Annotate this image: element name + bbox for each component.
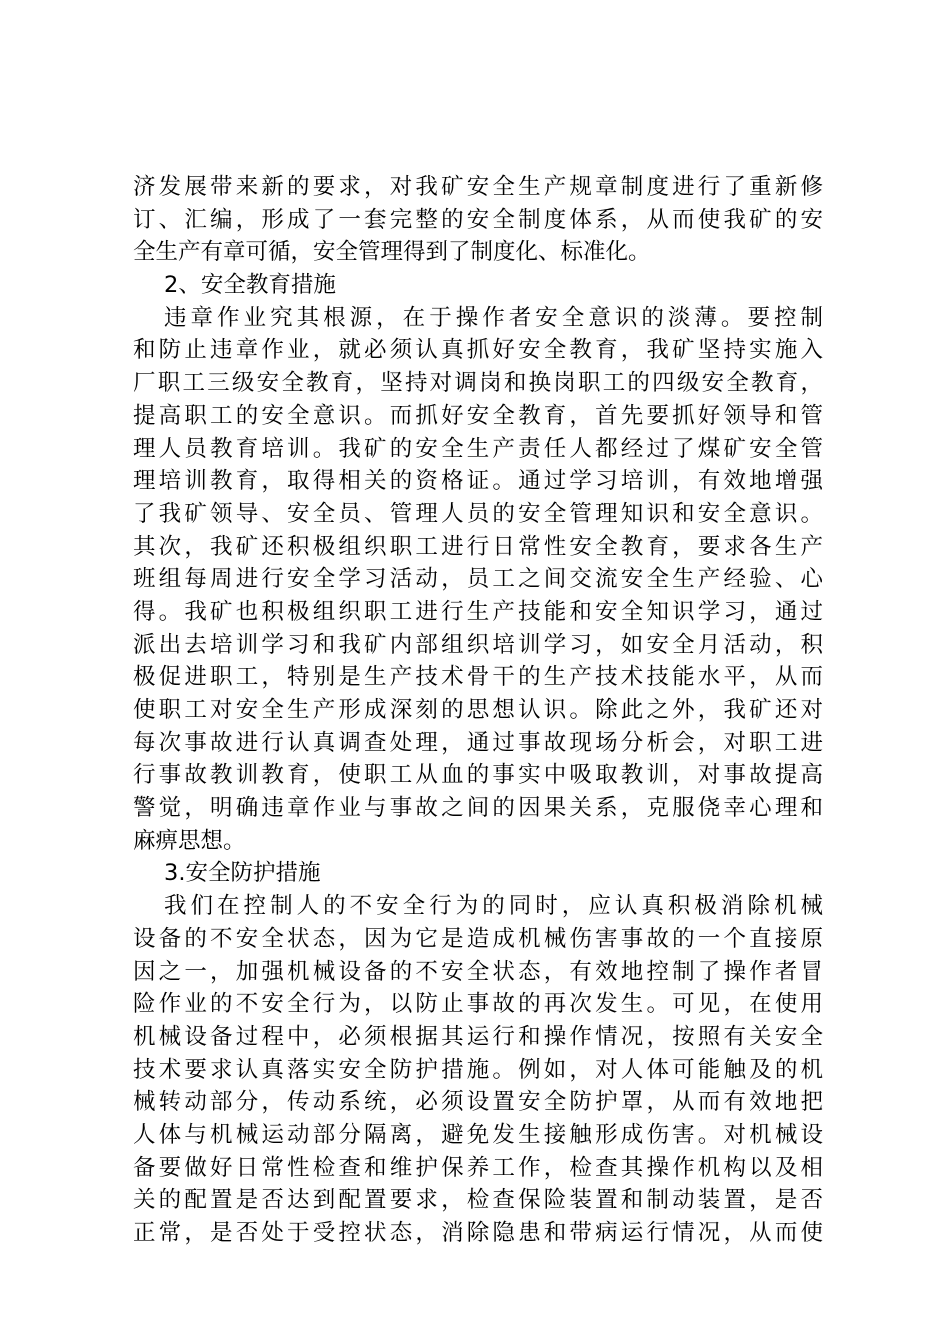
text-line: 麻痹思想。: [133, 827, 246, 854]
text-line: 技术要求认真落实安全防护措施。例如，对人体可能触及的机: [133, 1056, 823, 1083]
text-line: 违章作业究其根源，在于操作者安全意识的淡薄。要控制: [164, 304, 823, 331]
text-line: 班组每周进行安全学习活动，员工之间交流安全生产经验、心: [133, 566, 823, 593]
text-line: 因之一，加强机械设备的不安全状态，有效地控制了操作者冒: [133, 958, 823, 985]
text-line: 险作业的不安全行为，以防止事故的再次发生。可见，在使用: [133, 991, 823, 1018]
document-body: [133, 171, 823, 1250]
text-line: 备要做好日常性检查和维护保养工作，检查其操作机构以及相: [133, 1154, 823, 1181]
text-line: 人体与机械运动部分隔离，避免发生接触形成伤害。对机械设: [133, 1121, 823, 1148]
text-line: 厂职工三级安全教育，坚持对调岗和换岗职工的四级安全教育，: [133, 370, 823, 397]
text-line: 我们在控制人的不安全行为的同时，应认真积极消除机械: [164, 893, 823, 920]
text-line: 极促进职工，特别是生产技术骨干的生产技术技能水平，从而: [133, 664, 823, 691]
text-line: 警觉，明确违章作业与事故之间的因果关系，克服侥幸心理和: [133, 795, 823, 822]
text-line: 提高职工的安全意识。而抓好安全教育，首先要抓好领导和管: [133, 402, 823, 429]
text-line: 机械设备过程中，必须根据其运行和操作情况，按照有关安全: [133, 1023, 823, 1050]
text-line: 其次，我矿还积极组织职工进行日常性安全教育，要求各生产: [133, 533, 823, 560]
text-line: 关的配置是否达到配置要求，检查保险装置和制动装置，是否: [133, 1187, 823, 1214]
text-line: 设备的不安全状态，因为它是造成机械伤害事故的一个直接原: [133, 925, 823, 952]
text-line: 派出去培训学习和我矿内部组织培训学习，如安全月活动，积: [133, 631, 823, 658]
text-line: 济发展带来新的要求，对我矿安全生产规章制度进行了重新修: [133, 174, 823, 200]
text-line: 理培训教育，取得相关的资格证。通过学习培训，有效地增强: [133, 468, 823, 495]
text-line: 使职工对安全生产形成深刻的思想认识。除此之外，我矿还对: [133, 697, 823, 723]
text-line: 3.安全防护措施: [164, 860, 321, 887]
text-line: 械转动部分，传动系统，必须设置安全防护罩，从而有效地把: [133, 1089, 823, 1116]
text-line: 正常，是否处于受控状态，消除隐患和带病运行情况，从而使: [133, 1220, 823, 1246]
text-line: 行事故教训教育，使职工从血的事实中吸取教训，对事故提高: [133, 762, 823, 789]
text-line: 理人员教育培训。我矿的安全生产责任人都经过了煤矿安全管: [133, 435, 823, 462]
text-line: 和防止违章作业，就必须认真抓好安全教育，我矿坚持实施入: [133, 337, 823, 364]
text-line: 每次事故进行认真调查处理，通过事故现场分析会，对职工进: [133, 729, 823, 756]
text-line: 了我矿领导、安全员、管理人员的安全管理知识和安全意识。: [133, 500, 823, 527]
text-line: 全生产有章可循，安全管理得到了制度化、标准化。: [133, 239, 651, 266]
text-line: 订、汇编，形成了一套完整的安全制度体系，从而使我矿的安: [133, 206, 823, 233]
text-line: 2、安全教育措施: [164, 272, 336, 299]
text-line: 得。我矿也积极组织职工进行生产技能和安全知识学习，通过: [133, 598, 823, 625]
